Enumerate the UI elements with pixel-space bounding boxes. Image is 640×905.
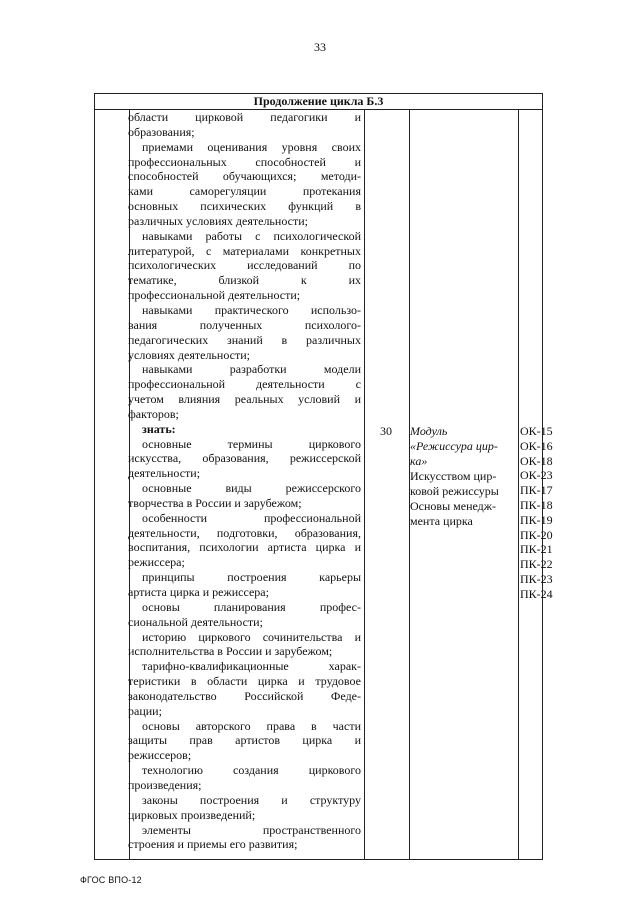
text-line: учетом влияния реальных условий и <box>128 392 361 407</box>
text-line: основы авторского права в части <box>142 718 361 733</box>
competence-description-column <box>128 110 361 852</box>
text-line: режиссера; <box>128 555 185 570</box>
competence-code: ПК-24 <box>520 586 553 601</box>
module-cell <box>410 424 514 529</box>
text-line: профессиональных способностей и <box>128 154 361 169</box>
text-line: условиях деятельности; <box>128 347 250 362</box>
competence-code: ПК-19 <box>520 512 553 527</box>
module-line: Искусством цир- <box>410 469 497 483</box>
competence-code: ПК-21 <box>520 542 553 557</box>
text-line: сиональной деятельности; <box>128 614 263 629</box>
text-line: законодательство Российской Феде- <box>128 688 361 703</box>
text-line: приемами оценивания уровня своих <box>142 139 361 154</box>
text-line: исполнительства в России и зарубежом; <box>128 644 333 659</box>
column-divider <box>518 109 519 859</box>
text-line: знать: <box>142 421 176 436</box>
text-line: педагогических знаний в различных <box>128 332 361 347</box>
competence-code: ПК-20 <box>520 527 553 542</box>
module-line: ковой режиссуры <box>410 484 499 498</box>
text-line: литературой, с материалами конкретных <box>128 243 361 258</box>
text-line: способностей обучающихся; методи- <box>128 169 361 184</box>
competence-code: ОК-23 <box>520 468 553 483</box>
text-line: артиста цирка и режиссера; <box>128 585 269 599</box>
text-line: историю циркового сочинительства и <box>142 629 361 644</box>
text-line: принципы построения карьеры <box>142 570 361 585</box>
text-line: творчества в России и зарубежом; <box>128 495 302 510</box>
module-line: Модуль <box>410 424 448 438</box>
text-line: основные виды режиссерского <box>142 481 361 496</box>
text-line: особенности профессиональной <box>142 510 361 525</box>
table-header: Продолжение цикла Б.3 <box>95 94 542 110</box>
module-line: мента цирка <box>410 514 473 528</box>
text-line: основы планирования профес- <box>142 599 361 614</box>
text-line: деятельности, подготовки, образования, <box>128 525 361 540</box>
text-line: элементы пространственного <box>142 822 361 837</box>
hours-cell: 30 <box>380 424 392 438</box>
text-line: основные термины циркового <box>142 436 361 451</box>
text-line: режиссеров; <box>128 748 192 763</box>
text-line: тарифно-квалификационные харак- <box>142 659 361 674</box>
column-divider <box>364 109 365 859</box>
competence-code: ПК-22 <box>520 557 553 572</box>
text-line: ками саморегуляции протекания <box>128 184 361 199</box>
text-line: строения и приемы его развития; <box>128 837 298 852</box>
text-line: профессиональной деятельности; <box>128 288 301 303</box>
competence-codes-cell <box>520 424 560 602</box>
text-line: законы построения и структуру <box>142 792 361 807</box>
module-line: ка» <box>410 454 428 468</box>
text-line: цирковых произведений; <box>128 807 256 822</box>
text-line: воспитания, психологии артиста цирка и <box>128 540 361 555</box>
competence-code: ОК-16 <box>520 438 553 453</box>
competence-code: ПК-18 <box>520 497 553 512</box>
module-line: «Режиссура цир- <box>410 439 498 453</box>
text-line: факторов; <box>128 406 179 421</box>
text-line: тематике, близкой к их <box>128 273 361 288</box>
competence-code: ОК-18 <box>520 453 553 468</box>
text-line: навыками работы с психологической <box>142 228 361 243</box>
text-line: теристики в области цирка и трудовое <box>128 674 361 689</box>
text-line: различных условиях деятельности; <box>128 213 308 228</box>
text-line: рации; <box>128 703 162 718</box>
footer-label: ФГОС ВПО-12 <box>80 875 142 885</box>
text-line: профессиональной деятельности с <box>128 377 361 392</box>
text-line: области цирковой педагогики и <box>128 110 361 124</box>
text-line: технологию создания циркового <box>142 763 361 778</box>
text-line: основных психических функций в <box>128 199 361 214</box>
module-line: Основы менедж- <box>410 499 497 513</box>
text-line: искусства, образования, режиссерской <box>128 451 361 466</box>
page-number: 33 <box>314 40 326 54</box>
text-line: защиты прав артистов цирка и <box>128 733 361 748</box>
competence-code: ПК-17 <box>520 483 553 498</box>
text-line: деятельности; <box>128 466 201 481</box>
text-line: психологических исследований по <box>128 258 361 273</box>
text-line: произведения; <box>128 777 202 792</box>
text-line: навыками разработки модели <box>142 362 361 377</box>
text-line: образования; <box>128 124 195 139</box>
text-line: навыками практического использо- <box>142 302 361 317</box>
competence-code: ОК-15 <box>520 424 553 438</box>
text-line: вания полученных психолого- <box>128 317 361 332</box>
competence-code: ПК-23 <box>520 571 553 586</box>
